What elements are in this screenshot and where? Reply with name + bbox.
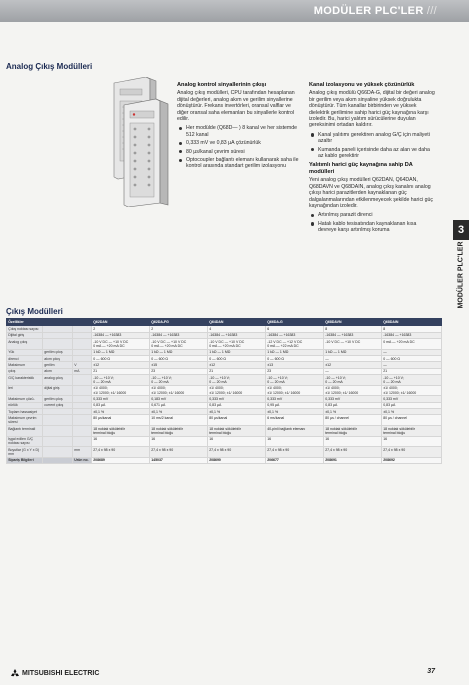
column-right-heading: Kanal izolasyonu ve yüksek çözünürlük [309, 82, 415, 88]
table-cell: 8 [324, 326, 382, 332]
table-cell: 16 [150, 436, 208, 447]
table-row-label: Maksimum çevrim süresi [7, 415, 43, 426]
table-row [7, 436, 442, 447]
table-cell: ±1/ 4000; ±1/ 12000; ±1/ 16000 [208, 385, 266, 396]
table-cell: 27,4 x 98 x 90 [266, 447, 324, 458]
table-cell: 1 kΩ — 1 MΩ [208, 349, 266, 355]
table-row [7, 457, 442, 463]
table-row-label: direnci [7, 355, 43, 361]
header-title: MODÜLER PLC'LER /// [313, 5, 437, 17]
table-cell: 10 ms/2 kanal [150, 415, 208, 426]
table-cell: 18 noktalı sökülebilir terminal bloğu [208, 426, 266, 437]
table-row-label [43, 415, 73, 426]
table-cell: 21 [382, 368, 442, 374]
table-cell: ±0,1 % [382, 409, 442, 415]
table-cell: -10 — +10 V; 0 — 20 mA [324, 375, 382, 386]
list-item: Hatalı kablo tesisatından kaynaklanan kısa devreye karşı artırılmış koruma [318, 221, 435, 234]
table-cell: ±12 [208, 362, 266, 368]
table-cell: 0,333 mV [266, 396, 324, 402]
column-left-heading: Analog kontrol sinyallerinin çıkışı [177, 82, 267, 88]
table-row-label: Yük [7, 349, 43, 355]
column-right-paragraph-2: Yeni analog çıkış modülleri Q62DAN, Q64DAN, Q68DAVN ve Q68DAIN, analog çıkış kanalını analog çıkışı harici parazitlerden kaynaklanan güç dalgalanmalarından etkilenmeyecek şekilde harici güç kaynağından izoledir. [309, 177, 433, 209]
table-cell: ±0,1 % [266, 409, 324, 415]
table-cell: 0,333 mV [382, 396, 442, 402]
table-cell: 23 [266, 368, 324, 374]
table-row [7, 415, 442, 426]
table-cell: 0,83 µA [208, 402, 266, 408]
table-cell: 18 noktalı sökülebilir terminal bloğu [382, 426, 442, 437]
table-row-label: mA [73, 368, 92, 374]
table-row-label: dijital giriş [43, 385, 73, 396]
table-cell: ±0,1 % [208, 409, 266, 415]
list-item: 80 µs/kanal çevrim süresi [186, 149, 299, 155]
table-cell: 0 — 600 Ω [92, 355, 150, 361]
table-row-label: Bağlantı terminali [7, 426, 43, 437]
table-row-label [43, 447, 73, 458]
table-cell: ±1/ 4000; ±1/ 12000; ±1/ 16000 [382, 385, 442, 396]
table-cell: -16384 — +16383 [208, 332, 266, 338]
table-cell: 1 kΩ — 1 MΩ [266, 349, 324, 355]
table-header-model: Q62DAN [92, 319, 150, 326]
table-cell: 0,671 µA [150, 402, 208, 408]
table-cell: 21 [92, 368, 150, 374]
table-cell: -10 — +10 V; 0 — 20 mA [208, 375, 266, 386]
table-cell: ±12 [92, 362, 150, 368]
table-cell: 0 — 600 Ω [208, 355, 266, 361]
table-cell: 27,4 x 98 x 90 [92, 447, 150, 458]
table-cell: 0,83 µA [382, 402, 442, 408]
mitsubishi-logo-icon [10, 669, 20, 678]
table-cell: 0 mA — +20 mA DC [382, 338, 442, 349]
table-row-label: Analog çıkış [7, 338, 43, 349]
table-cell: 80 µs/kanal [208, 415, 266, 426]
table-cell: 80 µs / channel [382, 415, 442, 426]
table-row-label [73, 415, 92, 426]
table-cell: 0,83 µA [92, 402, 150, 408]
table-cell: ±0,1 % [150, 409, 208, 415]
table-header-model: Q64DAN [208, 319, 266, 326]
column-right-heading-2: Yalıtımlı harici güç kaynağına sahip DA modülleri [309, 162, 413, 175]
footer-brand: MITSUBISHI ELECTRIC [10, 668, 99, 678]
table-row-label [73, 338, 92, 349]
table-row-label: akım çıkış [43, 355, 73, 361]
column-left-bullets [177, 125, 299, 169]
table-cell: 18 noktalı sökülebilir terminal bloğu [324, 426, 382, 437]
table-cell: — [324, 355, 382, 361]
table-cell: -10 — +10 V; 0 — 20 mA [92, 375, 150, 386]
table-cell: ±0,1 % [92, 409, 150, 415]
table-cell: 0 — 600 Ω [150, 355, 208, 361]
table-cell: 145037 [150, 457, 208, 463]
table-cell: ±12 [324, 362, 382, 368]
table-row-label: Dijital giriş [7, 332, 43, 338]
table-row-label: gerilim çıkış [43, 349, 73, 355]
table-cell: ±1/ 4000; ±1/ 12000; ±1/ 16000 [324, 385, 382, 396]
table-cell: -16384 — +16383 [382, 332, 442, 338]
table-header-label: Özellikler [7, 319, 92, 326]
table-cell: 208690 [208, 457, 266, 463]
table-row-label: akım [43, 368, 73, 374]
header-band [0, 0, 469, 22]
table-row [7, 385, 442, 396]
table-cell: -16384 — +16383 [150, 332, 208, 338]
table-row-label [43, 436, 73, 447]
table-cell: -10 — +10 V; 0 — 20 mA [382, 375, 442, 386]
table-cell: -16384 — +16383 [266, 332, 324, 338]
table-cell: 206677 [266, 457, 324, 463]
list-item: Kumanda paneli içerisinde daha az alan ve daha az kablo gerektirir [318, 147, 435, 160]
table-row-label [73, 426, 92, 437]
table-row [7, 338, 442, 349]
table-row-label: G/Ç karakteristik [7, 375, 43, 386]
module-images [100, 77, 172, 207]
table-cell: -10 V DC — +10 V DC 0 mA — +20 mA DC [92, 338, 150, 349]
table-cell: 2 [150, 326, 208, 332]
table-cell: 1 kΩ — 1 MΩ [92, 349, 150, 355]
table-cell: 2 [92, 326, 150, 332]
column-right-paragraph: Analog çıkış modülü Q66DA-G, dijital bir değeri analog bir gerilim veya akım sinyaline yüksek doğrulukta dönüştürür. Tüm kanallar birbirinden ve yüksek dielektrik gerilimine sahip harici güç kaynağına karşı izoledir. Bu, harici yalıtım sürücülerine duyulan gereksinimi ortadan kaldırır. [309, 90, 435, 129]
table-cell: 0 — 600 Ω [266, 355, 324, 361]
table-row-label: Maksimum çözü- [7, 396, 43, 402]
table-cell: 0,183 mV [150, 396, 208, 402]
table-row-label [73, 375, 92, 386]
table-cell: 16 [92, 436, 150, 447]
table-cell: — [382, 349, 442, 355]
table-header-model: Q66DA-G [266, 319, 324, 326]
table-header-model: Q68DAIN [382, 319, 442, 326]
table-cell: 27,4 x 98 x 90 [324, 447, 382, 458]
table-cell: 0,333 mV [324, 396, 382, 402]
page-number: 37 [427, 668, 435, 675]
table-cell: 1 kΩ — 1 MΩ [324, 349, 382, 355]
table-cell: 1 kΩ — 1 MΩ [150, 349, 208, 355]
table-cell: 208689 [92, 457, 150, 463]
list-item: 0,333 mV ve 0,83 µA çözünürlük [186, 140, 299, 146]
table-cell: 16 [266, 436, 324, 447]
table-cell: ±1/ 4000; ±1/ 12000; ±1/ 16000 [92, 385, 150, 396]
table-row-label: gerilim [43, 362, 73, 368]
table-cell: -10 — +10 V; 0 — 20 mA [266, 375, 324, 386]
table-cell: -16384 — +16383 [92, 332, 150, 338]
table-header-model: Q62DA-FG [150, 319, 208, 326]
table-row-label: çıkış [7, 368, 43, 374]
table-cell: -16384 — +16383 [324, 332, 382, 338]
table-row-label: Ürün no. [73, 457, 92, 463]
table-cell: 208692 [382, 457, 442, 463]
table-row-label [73, 385, 92, 396]
table-row-label: mm [73, 447, 92, 458]
table-cell: 40-pinli bağlantı elemanı [266, 426, 324, 437]
column-left-paragraph: Analog çıkış modülleri, CPU tarafından hesaplanan dijital değerleri, analog akım ve gerilim sinyallerine dönüştürür. Frekans invertörleri, oransal valflar ve diğer oransal saha elemanları bu sinyallerle kontrol edilir. [177, 90, 295, 123]
table-cell: ±13 [266, 362, 324, 368]
table-cell: 27,4 x 98 x 90 [150, 447, 208, 458]
table-cell: 208691 [324, 457, 382, 463]
table-cell: 0,83 µA [324, 402, 382, 408]
table-row-label: nürlük [7, 402, 43, 408]
table-cell: -12 V DC — +12 V DC 0 mA — +22 mA DC [266, 338, 324, 349]
column-right [309, 82, 435, 237]
table-cell: -10 — +10 V; 0 — 20 mA [150, 375, 208, 386]
table-cell: 8 [382, 326, 442, 332]
table-cell: — [324, 368, 382, 374]
table-row-label: current çıkış [43, 402, 73, 408]
table-row-label [43, 426, 73, 437]
column-right-bullets-1 [309, 132, 435, 160]
table-cell: 0,333 mV [208, 396, 266, 402]
table-row-label: Sipariş Bilgileri [7, 457, 43, 463]
table-row-label: Maksimum [7, 362, 43, 368]
table-cell: 18 noktalı sökülebilir terminal bloğu [92, 426, 150, 437]
table-row [7, 447, 442, 458]
table-cell: 16 [382, 436, 442, 447]
column-left [177, 82, 299, 173]
table-row-label [43, 457, 73, 463]
table-cell: -10 V DC — +10 V DC [324, 338, 382, 349]
table-row-label [73, 436, 92, 447]
table-row-label: leri [7, 385, 43, 396]
table-cell: -10 V DC — +10 V DC 0 mA — +20 mA DC [150, 338, 208, 349]
table-cell: 0 — 600 Ω [382, 355, 442, 361]
table-cell: ±1/ 4000; ±1/ 12000; ±1/ 16000 [150, 385, 208, 396]
table-row-label: İşgal edilen G/Ç noktası sayısı [7, 436, 43, 447]
table-row-label: V [73, 362, 92, 368]
table-row [7, 375, 442, 386]
table-cell: ±1/ 4000; ±1/ 12000; ±1/ 16000 [266, 385, 324, 396]
table-cell: 23 [150, 368, 208, 374]
table-cell: 27,4 x 98 x 90 [382, 447, 442, 458]
table-cell: 0,333 mV [92, 396, 150, 402]
chapter-label: MODÜLER PLC'LER [457, 241, 465, 309]
table-cell: 21 [208, 368, 266, 374]
table-header-row [7, 319, 442, 326]
table-cell: 0,95 µA [266, 402, 324, 408]
table-cell: 80 µs/kanal [92, 415, 150, 426]
column-right-bullets-2 [309, 212, 435, 233]
table-cell: 16 [208, 436, 266, 447]
table-cell: 6 ms/kanal [266, 415, 324, 426]
table-row-label: Çıkış noktası sayısı [7, 326, 43, 332]
table-row [7, 426, 442, 437]
table-cell: ±15 [150, 362, 208, 368]
table-cell: — [382, 362, 442, 368]
list-item: Artırılmış parazit direnci [318, 212, 435, 218]
table-row-label [43, 338, 73, 349]
table-cell: 27,4 x 98 x 90 [208, 447, 266, 458]
list-item: Optocoupler bağlantı elemanı kullanarak saha ile kontrol arasında standart gerilim izolasyonu [186, 157, 299, 170]
table-cell: 6 [266, 326, 324, 332]
table-row-label: gerilim çıkış [43, 396, 73, 402]
list-item: Her modülde (Q68D— ) 8 kanal ve her sistemde 512 kanal [186, 125, 298, 138]
analog-section-title: Analog Çıkış Modülleri [6, 62, 93, 71]
table-cell: 16 [324, 436, 382, 447]
chapter-tab: 3 [453, 220, 469, 240]
table-cell: 4 [208, 326, 266, 332]
table-cell: 80 µs / channel [324, 415, 382, 426]
table-section-title: Çıkış Modülleri [6, 307, 63, 316]
table-row-label: Toplam hassasiyet [7, 409, 43, 415]
list-item: Kanal yalıtımı gerektiren analog G/Ç için maliyeti azaltır [318, 132, 435, 145]
table-cell: -10 V DC — +10 V DC 0 mA — +20 mA DC [208, 338, 266, 349]
spec-table [6, 318, 442, 464]
table-row-label: analog çıkış [43, 375, 73, 386]
module-image-front [124, 99, 168, 207]
table-row-label: Boyutlar (G x Y x D) mm [7, 447, 43, 458]
table-cell: 18 noktalı sökülebilir terminal bloğu [150, 426, 208, 437]
table-header-model: Q68DAVN [324, 319, 382, 326]
table-cell: ±0,1 % [324, 409, 382, 415]
